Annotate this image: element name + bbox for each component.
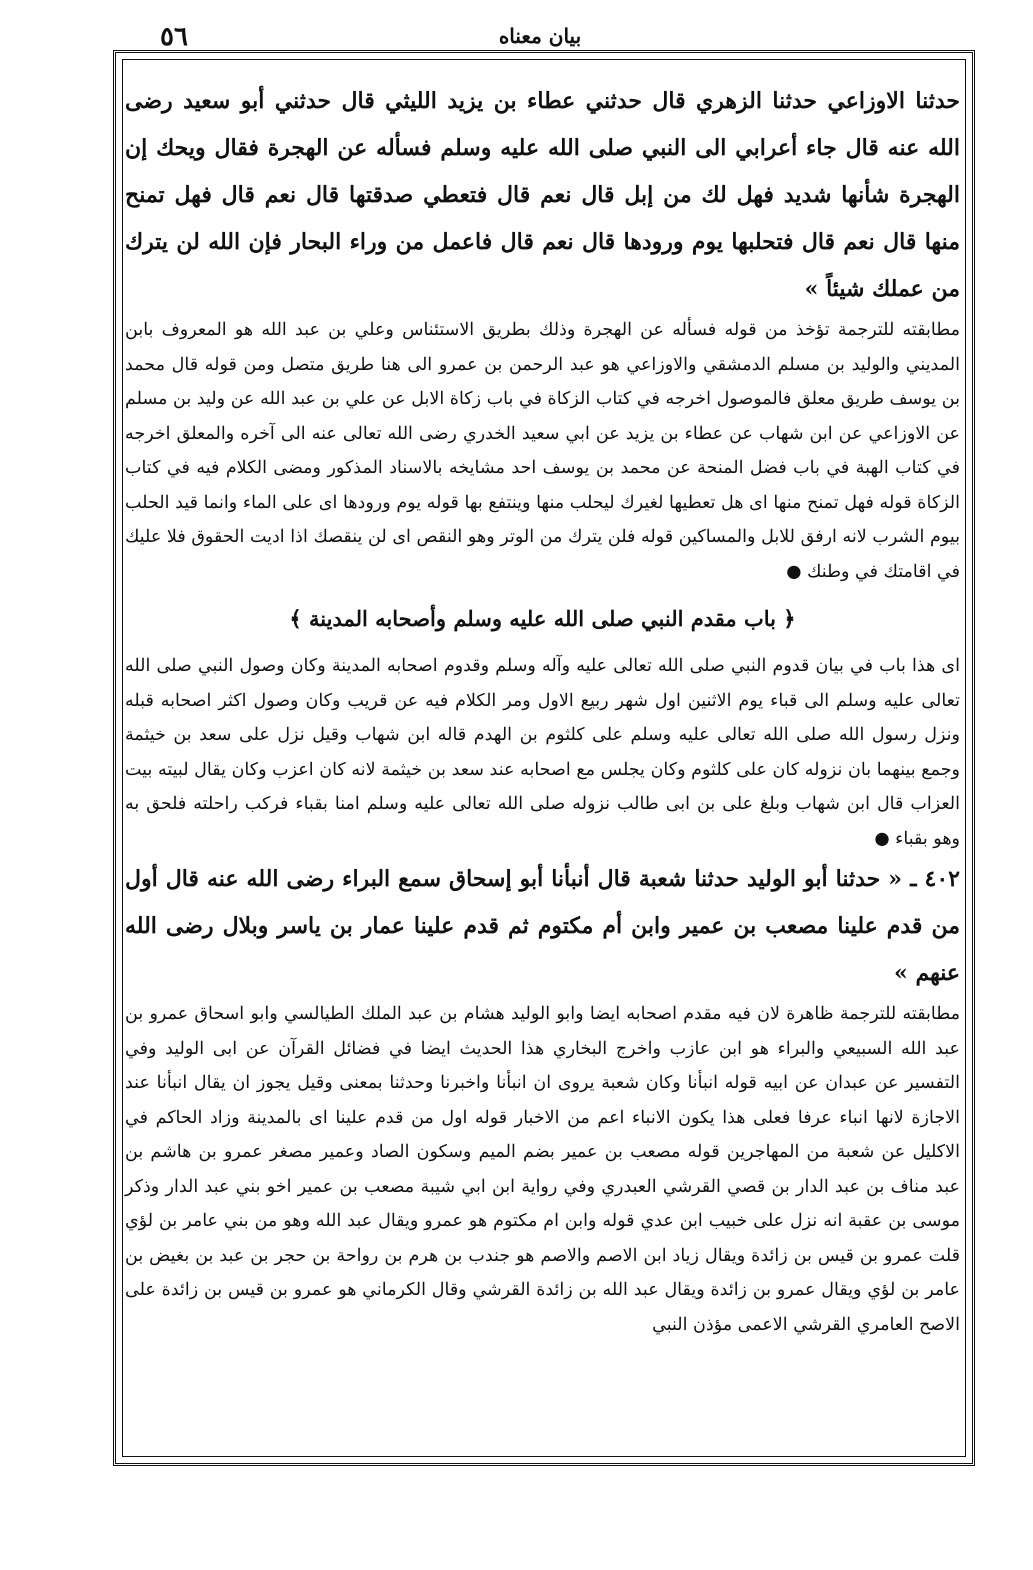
hadith-number: ٤٠٢ ـ (910, 866, 960, 892)
commentary-text: اى هذا باب في بيان قدوم النبي صلى الله تعالى عليه وآله وسلم وقدوم اصحابه المدينة وكان وصول النبي صلى الله تعالى عليه وسلم الى قباء يوم الاثنين اول شهر ربيع الاول ومر الكلام فيه عن قريب وكان وصول اكثر اصحابه قبله ونزل رسول الله صلى الله تعالى عليه وسلم على كلثوم بن الهدم قاله ابن شهاب وقيل نزل على سعد بن خيثمة وجمع بينهما بان نزوله كان على كلثوم وكان يجلس مع اصحابه عند سعد بن خيثمة لانه كان اعزب وكان يقال لبيته بيت العزاب قال ابن شهاب وبلغ على بن ابى طالب نزوله صلى الله تعالى عليه وسلم امنا بقباء فركب راحلته فلحق به وهو بقباء ● (125, 656, 960, 849)
hadith-text: حدثنا الاوزاعي حدثنا الزهري قال حدثني عطاء بن يزيد الليثي قال حدثني أبو سعيد رضى الله عنه قال جاء أعرابي الى النبي صلى الله عليه وسلم فسأله عن الهجرة فقال ويحك إن الهجرة شأنها شديد فهل لك من إبل قال نعم قال فتعطي صدقتها قال نعم قال فهل تمنح منها قال نعم قال فتحلبها يوم ورودها قال نعم قال فاعمل من وراء البحار فإن الله لن يترك من عملك شيئاً » (125, 88, 960, 302)
chapter-heading: ﴿ باب مقدم النبي صلى الله عليه وسلم وأصحابه المدينة ﴾ (289, 606, 796, 631)
hadith-block (125, 856, 960, 997)
hadith-text: « حدثنا أبو الوليد حدثنا شعبة قال أنبأنا أبو إسحاق سمع البراء رضى الله عنه قال أول من قدم علينا مصعب بن عمير وابن أم مكتوم ثم قدم علينا عمار بن ياسر وبلال رضى الله عنهم » (125, 866, 960, 986)
page-content (125, 78, 960, 1342)
page-number: ٥٦ (160, 22, 188, 52)
commentary-text: مطابقته للترجمة ظاهرة لان فيه مقدم اصحابه ايضا وابو الوليد هشام بن عبد الملك الطيالسي وابو اسحاق عمرو بن عبد الله السبيعي والبراء هو ابن عازب واخرج البخاري هذا الحديث ايضا في فضائل القرآن عن ابى الوليد وفي التفسير عن عبدان عن ابيه قوله انبأنا وكان شعبة يروى ان انبأنا واخبرنا وحدثنا بمعنى وقيل يجوز ان يقال انبأنا عند الاجازة لانها انباء عرفا فعلى هذا يكون الانباء اعم من الاخبار قوله اول من قدم علينا اى بالمدينة وزاد الحاكم في الاكليل عن شعبة من المهاجرين قوله مصعب بن عمير بضم الميم وسكون الصاد وعمير مصغر عمرو بن هاشم بن عبد مناف بن عبد الدار بن قصي القرشي العبدري وفي رواية ابن ابي شيبة مصعب بن عمير اخو بني عبد الدار وذكر موسى بن عقبة انه نزل على خبيب ابن عدي قوله وابن ام مكتوم هو عمرو ويقال عبد الله وهو من بني عامر بن لؤي قلت عمرو بن قيس بن زائدة ويقال زياد ابن الاصم والاصم هو جندب بن هرم بن رواحة بن حجر بن عبد بن بغيض بن عامر بن لؤي ويقال عمرو بن زائدة ويقال عبد الله بن زائدة القرشي وقال الكرماني هو عمرو بن قيس بن زائدة على الاصح العامري القرشي الاعمى مؤذن النبي (125, 1004, 960, 1335)
commentary-text: مطابقته للترجمة تؤخذ من قوله فسأله عن الهجرة وذلك بطريق الاستئناس وعلي بن عبد الله هو المعروف بابن المديني والوليد بن مسلم الدمشقي والاوزاعي هو عبد الرحمن بن عمرو الى هنا طريق متصل ومن قوله قال محمد بن يوسف طريق معلق فالموصول اخرجه في كتاب الزكاة في باب زكاة الابل عن علي بن عبد الله عن وليد بن مسلم عن الاوزاعي عن ابن شهاب عن عطاء بن يزيد عن ابي سعيد الخدري رضى الله تعالى عنه الى آخره والمعلق اخرجه في كتاب الهبة في باب فضل المنحة عن محمد بن يوسف احد مشايخه بالاسناد المذكور ومضى الكلام فيه في كتاب الزكاة قوله فهل تمنح منها اى هل تعطيها لغيرك ليحلب منها وينتفع بها قوله يوم ورودها اى على الماء وانما قيد الحلب بيوم الشرب لانه ارفق للابل والمساكين قوله فلن يترك من الوتر وهو النقص اى لن ينقصك اذا اديت الحقوق فلا عليك في اقامتك في وطنك ● (125, 320, 960, 582)
running-title: بيان معناه (498, 24, 582, 48)
